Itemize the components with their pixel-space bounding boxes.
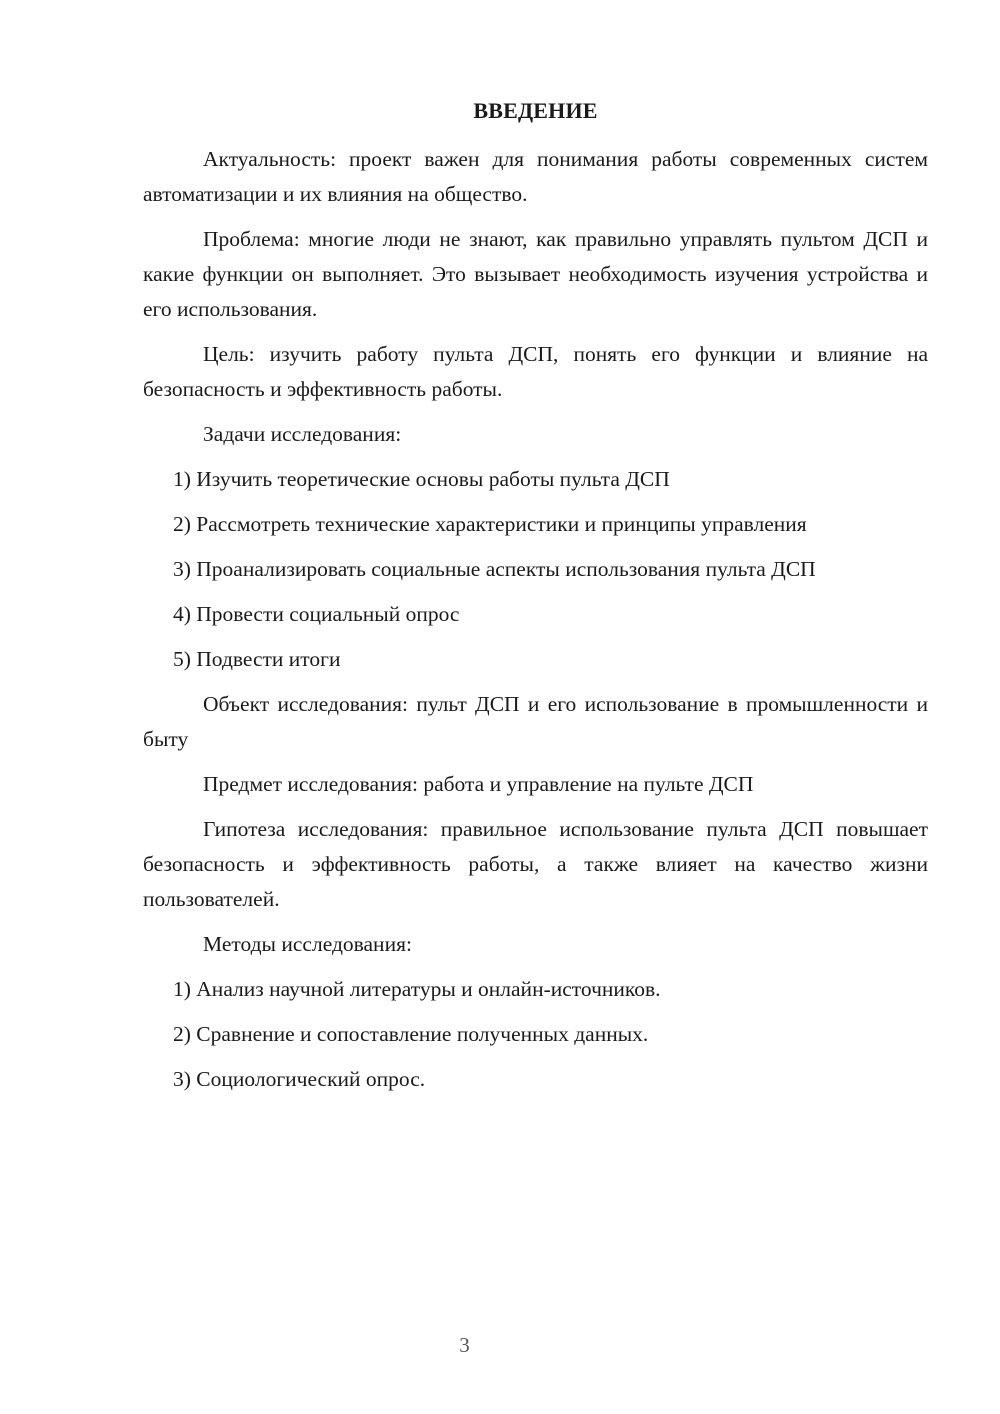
problem-paragraph: Проблема: многие люди не знают, как правильно управлять пультом ДСП и какие функции он выполняет. Это вызывает необходимость изучения устройства и его использования. [143, 227, 928, 321]
section-heading: ВВЕДЕНИЕ [473, 98, 598, 123]
hypothesis-paragraph: Гипотеза исследования: правильное использование пульта ДСП повышает безопасность и эффективность работы, а также влияет на качество жизни пользователей. [143, 817, 928, 911]
tasks-list [143, 462, 928, 677]
page-number: 3 [459, 1333, 470, 1357]
list-item: 1) Изучить теоретические основы работы пульта ДСП [173, 467, 670, 491]
list-item: 5) Подвести итоги [173, 647, 341, 671]
list-item: 2) Рассмотреть технические характеристики и принципы управления [173, 512, 807, 536]
object-paragraph: Объект исследования: пульт ДСП и его использование в промышленности и быту [143, 692, 928, 751]
list-item: 4) Провести социальный опрос [173, 602, 460, 626]
list-item: 2) Сравнение и сопоставление полученных данных. [173, 1022, 649, 1046]
goal-paragraph: Цель: изучить работу пульта ДСП, понять его функции и влияние на безопасность и эффективность работы. [143, 342, 928, 401]
methods-list [143, 972, 928, 1097]
methods-title: Методы исследования: [203, 932, 412, 956]
list-item: 3) Проанализировать социальные аспекты использования пульта ДСП [173, 557, 816, 581]
document-body [143, 142, 928, 1107]
list-item: 3) Социологический опрос. [173, 1067, 426, 1091]
subject-paragraph: Предмет исследования: работа и управление на пульте ДСП [203, 772, 754, 796]
relevance-paragraph: Актуальность: проект важен для понимания работы современных систем автоматизации и их влияния на общество. [143, 147, 928, 206]
tasks-title: Задачи исследования: [203, 422, 402, 446]
list-item: 1) Анализ научной литературы и онлайн-источников. [173, 977, 661, 1001]
